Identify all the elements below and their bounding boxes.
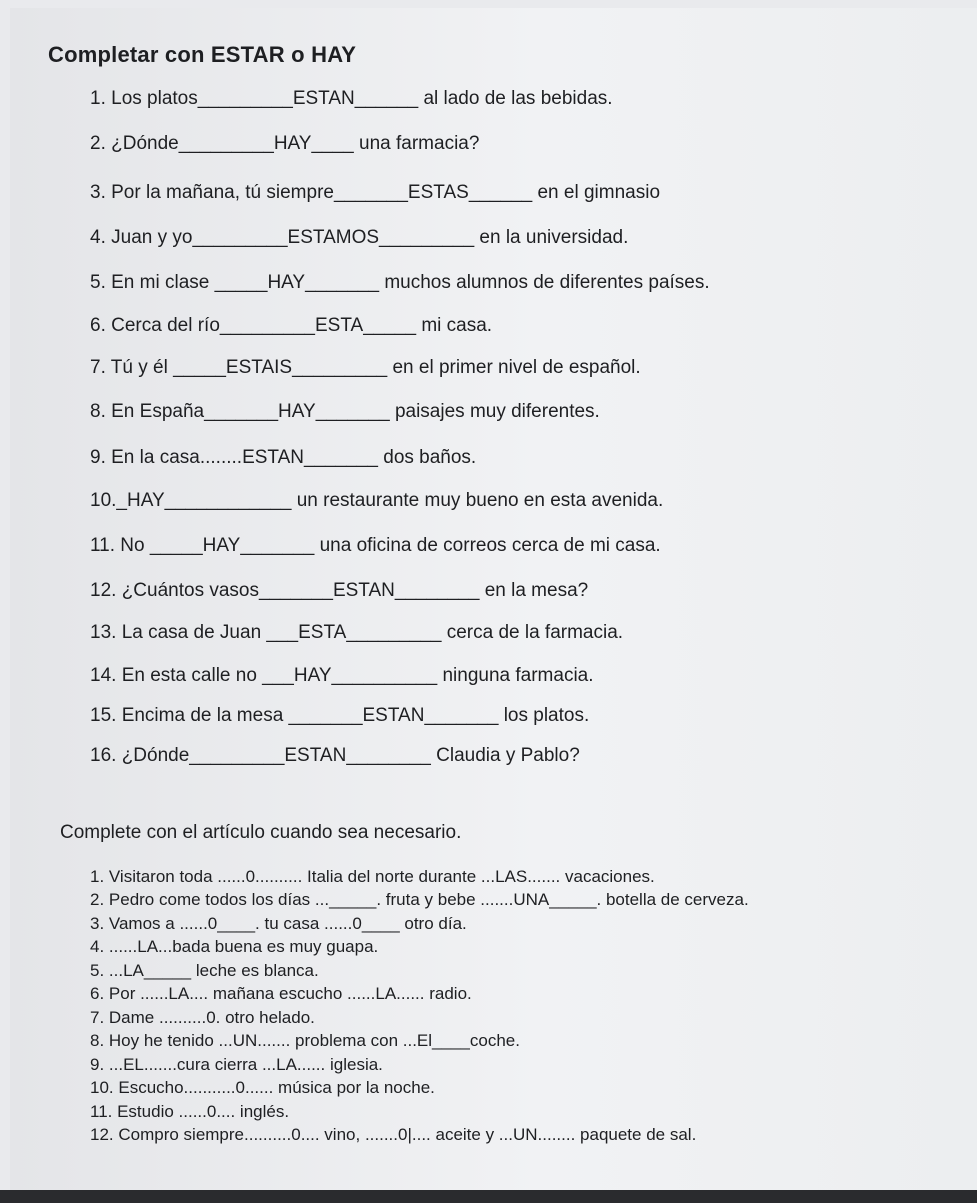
exercise-item: 8. En España_______HAY_______ paisajes muy diferentes. <box>90 401 600 422</box>
exercise-item: 10._HAY____________ un restaurante muy bueno en esta avenida. <box>90 490 664 511</box>
exercise-item: 2. Pedro come todos los días ..._____. fruta y bebe .......UNA_____. botella de cerveza. <box>90 890 749 909</box>
exercise-item: 12. Compro siempre..........0.... vino, .......0|.... aceite y ...UN........ paquete de sal. <box>90 1125 697 1144</box>
exercise-item: 2. ¿Dónde_________HAY____ una farmacia? <box>90 133 480 154</box>
exercise-item: 4. Juan y yo_________ESTAMOS_________ en la universidad. <box>90 227 629 248</box>
section-title-estar-hay: Completar con ESTAR o HAY <box>48 42 357 67</box>
section-title-articulo: Complete con el artículo cuando sea necesario. <box>60 822 462 843</box>
exercise-item: 6. Cerca del río_________ESTA_____ mi casa. <box>90 315 493 336</box>
exercise-item: 16. ¿Dónde_________ESTAN________ Claudia y Pablo? <box>90 745 580 766</box>
exercise-item: 7. Dame ..........0. otro helado. <box>90 1008 315 1027</box>
exercise-item: 11. Estudio ......0.... inglés. <box>90 1102 290 1121</box>
exercise-item: 4. ......LA...bada buena es muy guapa. <box>90 937 379 956</box>
exercise-item: 3. Por la mañana, tú siempre_______ESTAS______ en el gimnasio <box>90 182 661 203</box>
exercise-item: 11. No _____HAY_______ una oficina de correos cerca de mi casa. <box>90 535 661 556</box>
exercise-item: 14. En esta calle no ___HAY__________ ninguna farmacia. <box>90 665 594 686</box>
exercise-item: 5. ...LA_____ leche es blanca. <box>90 961 319 980</box>
exercise-item: 6. Por ......LA.... mañana escucho ......LA...... radio. <box>90 984 472 1003</box>
exercise-item: 9. En la casa........ESTAN_______ dos baños. <box>90 447 477 468</box>
screen-bottom-edge <box>0 1190 977 1203</box>
exercise-item: 3. Vamos a ......0____. tu casa ......0____ otro día. <box>90 914 467 933</box>
exercise-item: 15. Encima de la mesa _______ESTAN_______ los platos. <box>90 705 590 726</box>
exercise-item: 1. Visitaron toda ......0.......... Italia del norte durante ...LAS....... vacaciones. <box>90 867 655 886</box>
exercise-item: 10. Escucho...........0...... música por la noche. <box>90 1078 435 1097</box>
exercise-item: 9. ...EL.......cura cierra ...LA...... iglesia. <box>90 1055 383 1074</box>
exercise-item: 12. ¿Cuántos vasos_______ESTAN________ en la mesa? <box>90 580 589 601</box>
exercise-item: 8. Hoy he tenido ...UN....... problema con ...El____coche. <box>90 1031 520 1050</box>
exercise-item: 5. En mi clase _____HAY_______ muchos alumnos de diferentes países. <box>90 272 710 293</box>
exercise-item: 13. La casa de Juan ___ESTA_________ cerca de la farmacia. <box>90 622 624 643</box>
exercise-item: 7. Tú y él _____ESTAIS_________ en el primer nivel de español. <box>90 357 641 378</box>
exercise-item: 1. Los platos_________ESTAN______ al lado de las bebidas. <box>90 88 613 109</box>
